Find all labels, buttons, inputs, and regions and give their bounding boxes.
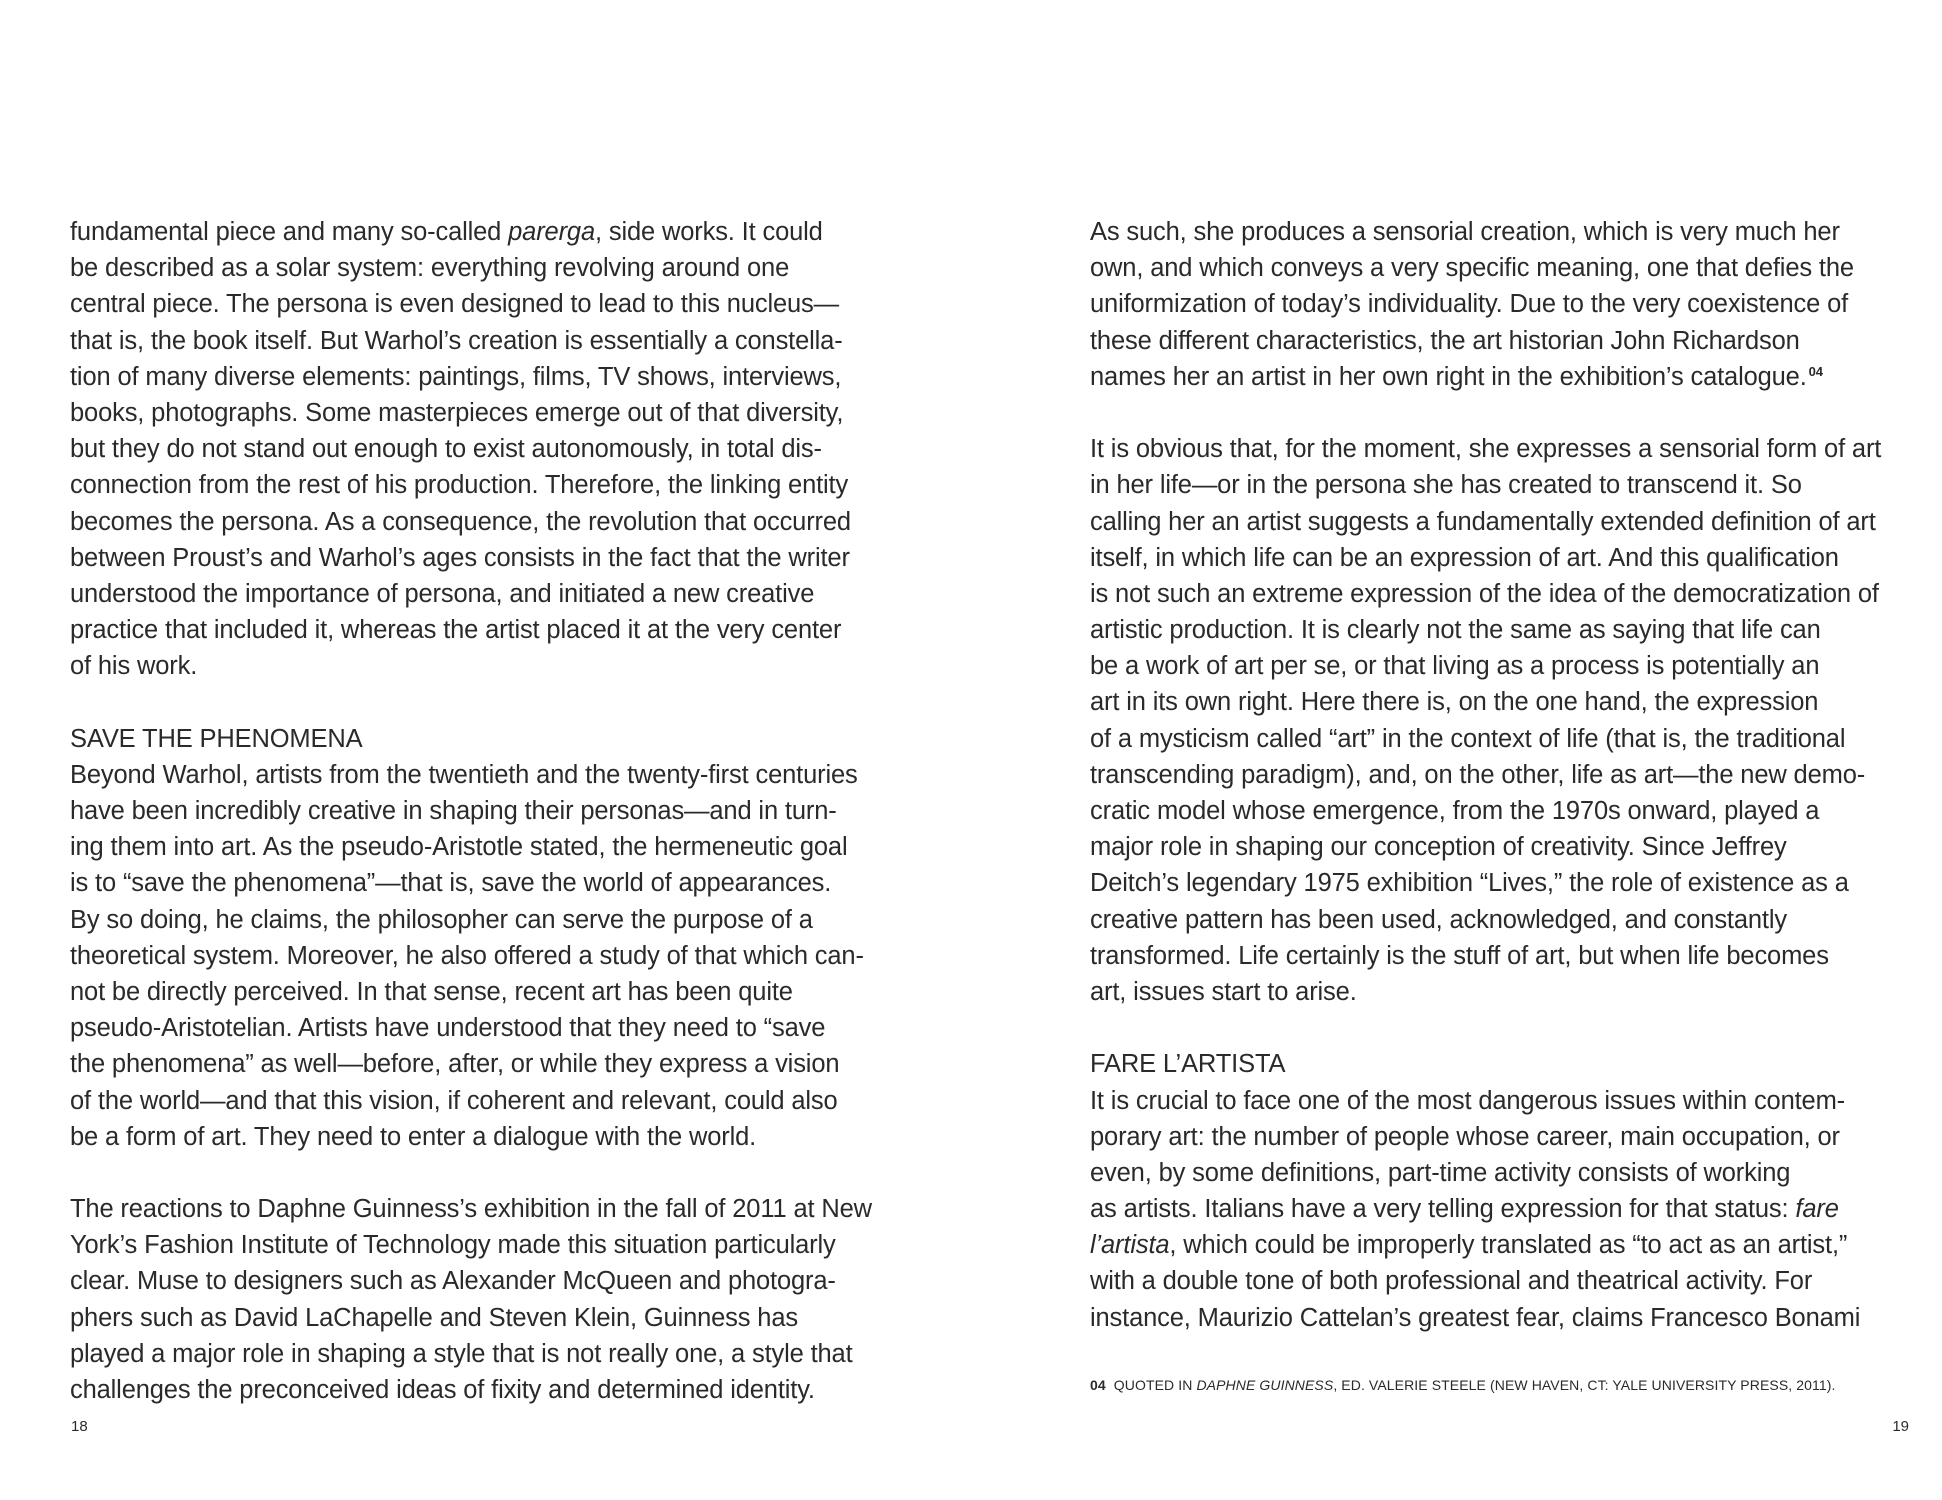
italic-term: l’artista <box>1090 1231 1170 1260</box>
text-line: cratic model whose emergence, from the 1970s onward, played a <box>1090 797 1820 825</box>
text-line: have been incredibly creative in shaping their personas—and in turn- <box>70 797 837 825</box>
footnote-text-after: , ED. VALERIE STEELE (NEW HAVEN, CT: YALE UNIVERSITY PRESS, 2011). <box>1333 1377 1836 1393</box>
right-opening-paragraph <box>1090 214 1890 395</box>
text-line: ing them into art. As the pseudo-Aristotle stated, the hermeneutic goal <box>70 833 848 862</box>
text-line: be a work of art per se, or that living as a process is potentially an <box>1090 652 1820 681</box>
text-line: is not such an extreme expression of the idea of the democratization of <box>1090 579 1879 608</box>
section-heading-fare-lartista: FARE L’ARTISTA <box>1090 1050 1286 1079</box>
page-number-right: 19 <box>1892 1418 1909 1435</box>
text-line: It is crucial to face one of the most dangerous issues within contem- <box>1090 1086 1846 1115</box>
footnote-number: 04 <box>1090 1377 1106 1393</box>
text-line: in her life—or in the persona she has created to transcend it. So <box>1090 471 1802 500</box>
right-page <box>971 0 1942 1500</box>
text-line: The reactions to Daphne Guinness’s exhibition in the fall of 2011 at New <box>70 1195 872 1224</box>
text-line: not be directly perceived. In that sense, recent art has been quite <box>70 977 793 1006</box>
text-line: of his work. <box>70 652 198 681</box>
text-line: be described as a solar system: everything revolving around one <box>70 254 790 283</box>
text-line: Beyond Warhol, artists from the twentieth and the twenty-first centuries <box>70 760 858 789</box>
text-line: itself, in which life can be an expression of art. And this qualification <box>1090 543 1839 572</box>
text-line: as artists. Italians have a very telling expression for that status: fare <box>1090 1195 1839 1224</box>
footnote-title: DAPHNE GUINNESS <box>1196 1377 1334 1393</box>
text-line: be a form of art. They need to enter a dialogue with the world. <box>70 1122 757 1151</box>
text-line: becomes the persona. As a consequence, the revolution that occurred <box>70 507 851 536</box>
text-line: phers such as David LaChapelle and Steven Klein, Guinness has <box>70 1303 798 1332</box>
text-line: pseudo-Aristotelian. Artists have understood that they need to “save <box>70 1014 826 1043</box>
italic-term: fare <box>1795 1195 1839 1224</box>
text-line: creative pattern has been used, acknowledged, and constantly <box>1090 905 1787 934</box>
right-text-column <box>1090 214 1890 1336</box>
text-line: central piece. The persona is even designed to lead to this nucleus— <box>70 290 839 319</box>
text-line: but they do not stand out enough to exist autonomously, in total dis- <box>70 435 822 464</box>
text-line: Deitch’s legendary 1975 exhibition “Lives,” the role of existence as a <box>1090 869 1849 898</box>
footnote-text-before: QUOTED IN <box>1113 1377 1197 1393</box>
text-line: is to “save the phenomena”—that is, save the world of appearances. <box>70 869 832 898</box>
text-line: with a double tone of both professional and theatrical activity. For <box>1090 1267 1813 1296</box>
text-line: that is, the book itself. But Warhol’s creation is essentially a constella- <box>70 326 843 355</box>
text-line: own, and which conveys a very specific meaning, one that defies the <box>1090 254 1854 283</box>
text-line: calling her an artist suggests a fundamentally extended definition of art <box>1090 507 1876 536</box>
text-line: artistic production. It is clearly not the same as saying that life can <box>1090 616 1821 645</box>
text-line: played a major role in shaping a style that is not really one, a style that <box>70 1339 853 1368</box>
text-line: these different characteristics, the art historian John Richardson <box>1090 326 1800 355</box>
text-line: fundamental piece and many so-called parerga, side works. It could <box>70 218 823 246</box>
text-line: porary art: the number of people whose career, main occupation, or <box>1090 1122 1840 1151</box>
text-line: understood the importance of persona, and initiated a new creative <box>70 579 815 608</box>
text-line: As such, she produces a sensorial creation, which is very much her <box>1090 218 1840 246</box>
text-line: It is obvious that, for the moment, she expresses a sensorial form of art <box>1090 435 1882 464</box>
text-line: theoretical system. Moreover, he also offered a study of that which can- <box>70 941 864 970</box>
text-line: transformed. Life certainly is the stuff of art, but when life becomes <box>1090 941 1829 970</box>
italic-term: parerga <box>508 218 595 246</box>
text-line: major role in shaping our conception of creativity. Since Jeffrey <box>1090 833 1787 862</box>
footnote-reference: 04 <box>1808 363 1823 379</box>
text-line: even, by some definitions, part-time activity consists of working <box>1090 1158 1791 1187</box>
text-line: tion of many diverse elements: paintings, films, TV shows, interviews, <box>70 362 842 391</box>
text-line: the phenomena” as well—before, after, or while they express a vision <box>70 1050 840 1079</box>
text-line: clear. Muse to designers such as Alexander McQueen and photogra- <box>70 1267 836 1296</box>
text-line: By so doing, he claims, the philosopher can serve the purpose of a <box>70 905 813 934</box>
text-line: York’s Fashion Institute of Technology made this situation particularly <box>70 1231 836 1260</box>
text-line: challenges the preconceived ideas of fixity and determined identity. <box>70 1376 815 1404</box>
text-line: of the world—and that this vision, if coherent and relevant, could also <box>70 1086 838 1115</box>
text-line: connection from the rest of his production. Therefore, the linking entity <box>70 471 849 500</box>
text-line: between Proust’s and Warhol’s ages consists in the fact that the writer <box>70 543 850 572</box>
text-line: art in its own right. Here there is, on the one hand, the expression <box>1090 688 1819 717</box>
fare-lartista-paragraph <box>1090 1083 1890 1336</box>
footnote <box>1090 1376 1910 1394</box>
text-line: art, issues start to arise. <box>1090 977 1357 1006</box>
left-text-column <box>70 214 870 1408</box>
text-line: practice that included it, whereas the artist placed it at the very center <box>70 616 842 645</box>
text-line: uniformization of today’s individuality. Due to the very coexistence of <box>1090 290 1849 319</box>
page-number-left: 18 <box>71 1418 88 1435</box>
text-line: l’artista, which could be improperly translated as “to act as an artist,” <box>1090 1231 1848 1260</box>
text-line: of a mysticism called “art” in the context of life (that is, the traditional <box>1090 724 1846 753</box>
text-line: instance, Maurizio Cattelan’s greatest fear, claims Francesco Bonami <box>1090 1303 1861 1332</box>
text-line: books, photographs. Some masterpieces emerge out of that diversity, <box>70 398 844 427</box>
left-opening-paragraph <box>70 214 870 684</box>
save-the-phenomena-paragraph <box>70 757 870 1155</box>
sensorial-art-paragraph <box>1090 431 1890 1010</box>
text-line: transcending paradigm), and, on the other, life as art—the new demo- <box>1090 760 1866 789</box>
daphne-guinness-paragraph <box>70 1191 870 1408</box>
section-heading-save-the-phenomena: SAVE THE PHENOMENA <box>70 724 363 753</box>
text-line: names her an artist in her own right in the exhibition’s catalogue. $^{04}$ <box>1090 362 1823 391</box>
